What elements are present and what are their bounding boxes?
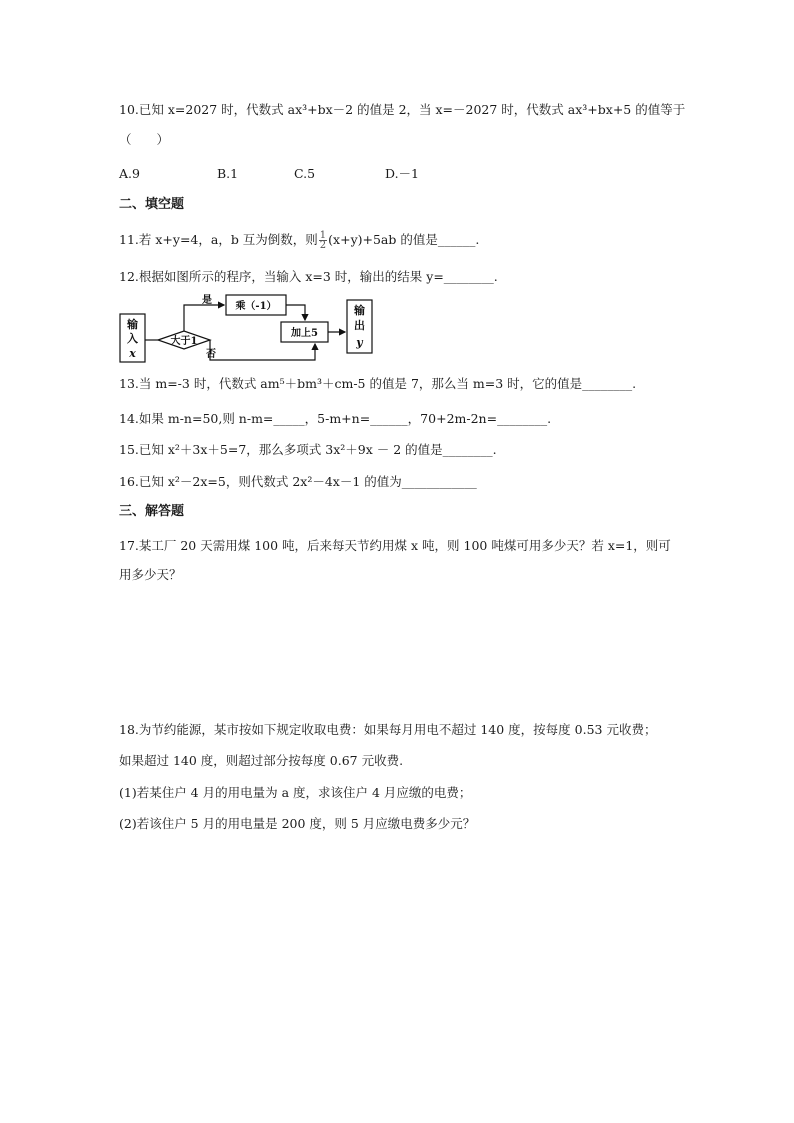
q11-frac-numerator: 1 [319, 230, 327, 241]
q18-subquestion-2: (2)若该住户 5 月的用电量是 200 度，则 5 月应缴电费多少元？ [119, 816, 476, 831]
question-11 [119, 231, 479, 250]
q17-stem-line1: 17.某工厂 20 天需用煤 100 吨，后来每天节约用煤 x 吨，则 100 吨煤可用多少天？若 x=1，则可 [119, 538, 671, 553]
q18-stem-line2: 如果超过 140 度，则超过部分按每度 0.67 元收费. [119, 753, 404, 768]
yes-label: 是 [202, 295, 212, 306]
input-label-char2: 入 [127, 332, 138, 345]
arrow-yes-branch [184, 305, 224, 331]
q10-options [119, 165, 519, 183]
no-label: 否 [206, 349, 216, 360]
q10-stem-line2: （ ） [119, 132, 170, 147]
q11-text-before: 11.若 x+y=4，a，b 互为倒数，则 [119, 232, 318, 247]
condition-label: 大于1 [170, 336, 198, 347]
q18-stem-line1: 18.为节约能源，某市按如下规定收取电费：如果每月用电不超过 140 度，按每度 0.53 元收费； [119, 722, 657, 737]
question-14: 14.如果 m-n=50,则 n-m=_____，5-m+n=______，70+2m-2n=________. [119, 411, 552, 426]
question-15: 15.已知 x²＋3x＋5=7，那么多项式 3x²＋9x － 2 的值是________. [119, 442, 497, 457]
q10-option-d: D.－1 [385, 166, 420, 181]
q11-fraction [319, 231, 327, 250]
arrow-no-branch [210, 340, 315, 360]
question-12: 12.根据如图所示的程序，当输入 x=3 时，输出的结果 y=________. [119, 269, 498, 284]
multiply-label: 乘（-1） [235, 301, 277, 312]
output-variable-y: y [356, 336, 363, 349]
output-label-char1: 输 [354, 304, 365, 317]
input-label-char1: 输 [127, 318, 138, 331]
question-16: 16.已知 x²－2x=5，则代数式 2x²－4x－1 的值为____________ [119, 474, 477, 489]
add-label: 加上5 [291, 328, 318, 339]
q11-text-after: (x+y)+5ab 的值是______. [328, 232, 480, 247]
q17-stem-line2: 用多少天？ [119, 567, 182, 582]
section-heading-solve: 三、解答题 [119, 504, 185, 519]
q10-option-a: A.9 [119, 166, 140, 181]
section-heading-fill-blank: 二、填空题 [119, 197, 185, 212]
question-13: 13.当 m=-3 时，代数式 am⁵＋bm³＋cm-5 的值是 7，那么当 m=3 时，它的值是________. [119, 376, 637, 391]
arrow-multiply-to-add [286, 305, 305, 320]
output-label-char2: 出 [354, 319, 365, 332]
q11-frac-denominator: 2 [319, 240, 327, 251]
input-variable-x: x [129, 347, 136, 360]
program-flowchart [119, 294, 389, 364]
q10-stem-line1: 10.已知 x=2027 时，代数式 ax³+bx－2 的值是 2，当 x=－2027 时，代数式 ax³+bx+5 的值等于 [119, 102, 686, 117]
q10-option-c: C.5 [294, 166, 316, 181]
q18-subquestion-1: (1)若某住户 4 月的用电量为 a 度，求该住户 4 月应缴的电费； [119, 785, 472, 800]
q10-option-b: B.1 [217, 166, 239, 181]
